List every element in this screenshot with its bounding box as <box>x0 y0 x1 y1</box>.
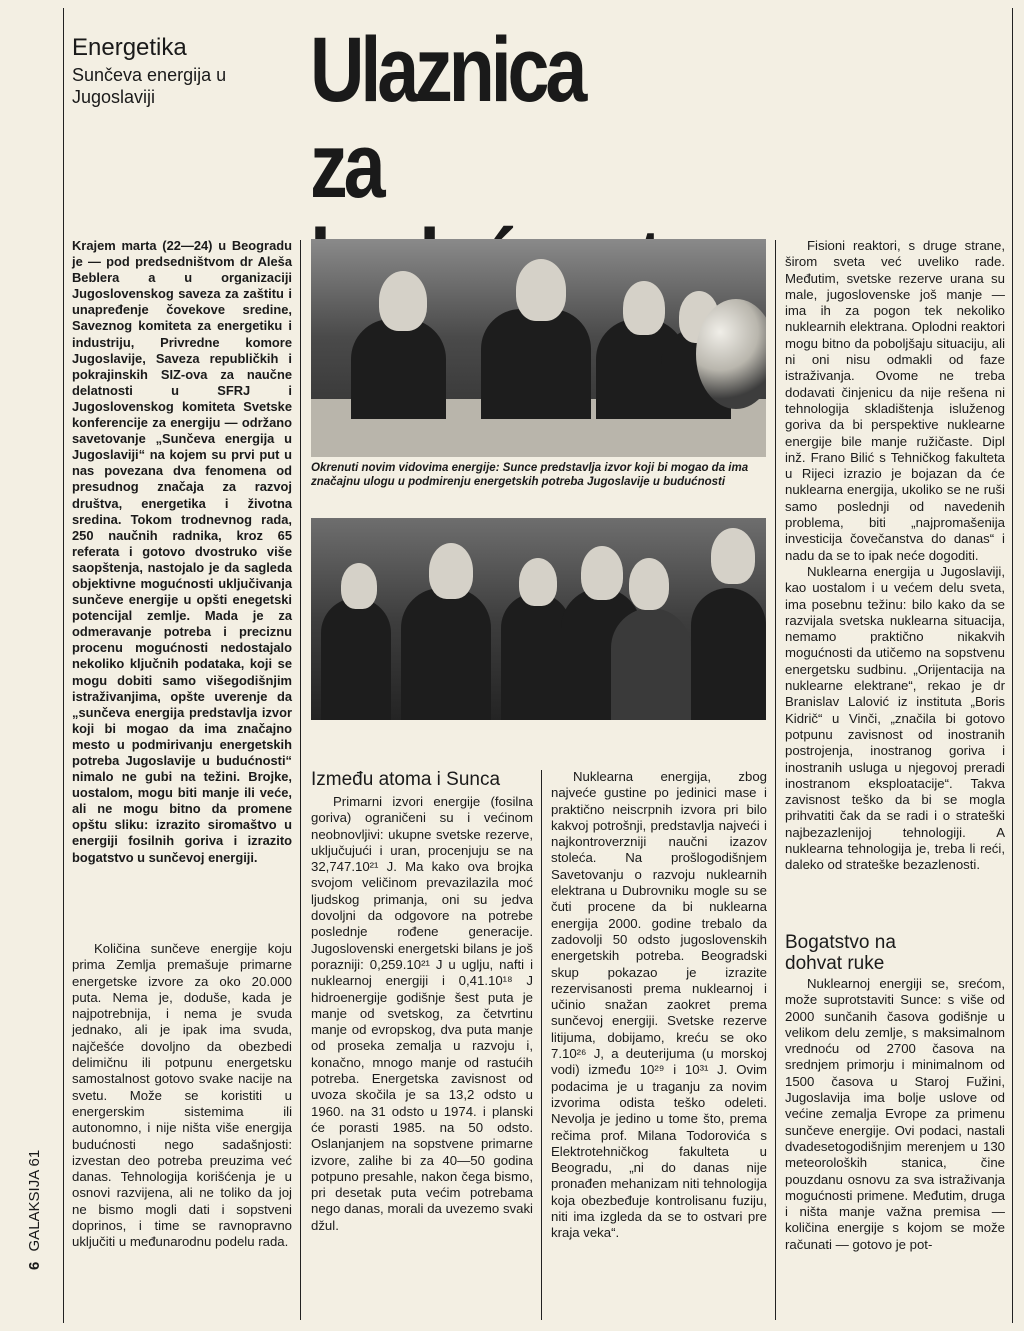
subhead-wealth-at-hand: Bogatstvo na dohvat ruke <box>785 932 896 974</box>
conference-panel-photo <box>311 239 766 457</box>
column-rule-3 <box>775 240 776 1320</box>
section-name: Energetika <box>72 34 187 61</box>
column-rule-1 <box>300 240 301 1320</box>
lead-paragraph: Krajem marta (22—24) u Beogradu je — pod predsedništvom dr Aleša Beblera a u organizaciji Jugoslovenskog saveza za zaštitu i unapređenje čovekove sredine, Saveznog komiteta za energetiku i industriju, Privredne komore Jugoslavije, Saveza republičkih i pokrajinskih SIZ-ova za naučne delatnosti u SFRJ i Jugoslovenskog komiteta Svetske konferencije za energiju — održano savetovanje „Sunčeva energija u Jugoslaviji“ na kojem su prvi put u nas povezana dva fenomena od presudnog značaja za razvoj društva, energetika i životna sredina. Tokom trodnevnog rada, 250 naučnih radnika, kroz 65 referata i gotovo dvostruko više saopštenja, nastojalo je da sagleda objektivne mogućnosti uključivanja sunčeve energije u opšti enegetski potencijal zemlje. Mada je za odmeravanje potreba i preciznu procenu mogućnosti nedostajalo nekoliko ključnih podataka, koji se mogu dobiti samo višegodišnjim istraživanjima, opšte uverenje da „sunčeva energija predstavlja izvor koji bi mogao da ima značajno mesto u podmirivanju energetskih potreba Jugoslavije u budućnosti“ nimalo ne gubi na težini. Brojke, uostalom, mogu biti manje ili veće, ali ne mogu bitno da promene opštu sliku: izrazito siromaštvo u energiji fosilnih goriva i izrazito bogatstvo u sunčevoj energiji. <box>72 238 292 865</box>
section-subtitle: Sunčeva energija u Jugoslaviji <box>72 65 227 107</box>
page-number: 6 <box>26 1261 43 1270</box>
column-2-body: Primarni izvori energije (fosilna goriva) ograničeni su i većinom neobnovljivi: ukupne svetske rezerve, uključujući i uran, procenjuju se na 32,747.10²¹ J. Ma kako ova brojka svojom veličinom prevazilazila moć ljudskog primanja, oni su jedva dovoljni da odgovore na potrebe poslednje rođene generacije. Jugoslovenski energetski bilans je još porazniji: 0,259.10²¹ J u uglju, nafti i nuklearnoj energiji i 0,41.10¹⁸ J hidroenergije godišnje šest puta je manje od svetskog, za četvrtinu manje od evropskog, dva puta manje od proseka zemalja u razvoju i, konačno, mnogo manje od rastućih potreba. Energetska zavisnost od uvoza skočila je sa 13,2 odsto u 1960. na 31 odsto u 1974. i planski će porasti 1985. na 50 odsto. Oslanjanjem na sopstvene primarne izvore, zalihe bi za 40—50 godina potpuno presahle, nakon čega bismo, pri desetak puta većim potrebama nego danas, morali da uvezemo svaki džul. <box>311 794 533 1233</box>
conference-audience-photo <box>311 518 766 720</box>
photo-caption: Okrenuti novim vidovima energije: Sunce predstavlja izvor koji bi mogao da ima značajnu ulogu u podmirenju energetskih potreba Jugoslavije u budućnosti <box>311 462 749 488</box>
right-margin-rule <box>1012 8 1013 1323</box>
column-3-body: Nuklearna energija, zbog najveće gustine po jedinici mase i praktično neiscrpnih izvora pri bilo kakvoj potrošnji, predstavlja najveći i najkontroverzniji naučni izazov stoleća. Na prošlogodišnjem Savetovanju o razvoju nuklearnih elektrana u Dubrovniku mogle su se čuti procene da bi nuklearna energija 2000. godine trebalo da zadovolji 50 odsto jugoslovenskih energetskih potreba. Beogradski skup pokazao je izrazite rezervisanosti prema nuklearnoj i učinio snažan zaokret prema sunčevoj energiji. Svetske rezerve litijuma, dobijamo, kreću se oko 7.10²⁶ J, a deuterijuma (u morskoj vodi) između 10²⁹ i 10³¹ J. Ovim podacima je u traganju za novim izvorima odista teško odeleti. Nevolja je jedino u tome što, prema rečima prof. Milana Todorovića s Elektrotehničkog fakulteta u Beogradu, „ni do danas nije pronađen mehanizam niti tehnologija koja obezbeđuje kontrolisanu fuziju, niti ima izgleda da se to ostvari pre kraja veka“. <box>551 769 767 1241</box>
headline-line-1: Ulaznica <box>310 19 584 121</box>
column-rule-2 <box>541 770 542 1320</box>
magazine-name: GALAKSIJA 61 <box>26 1149 43 1252</box>
left-margin-rule <box>63 8 64 1323</box>
page-folio <box>26 1149 43 1270</box>
column-1-body: Količina sunčeve energije koju prima Zemlja premašuje primarne energetske izvore za oko 20.000 puta. Nema je, doduše, kada je najpotrebnija, i nema je svuda jednako, ali je ipak ima svuda, najčešće dovoljno da obezbedi delimičnu ili potpunu energetsku samostalnost gotovo svake nacije na svetu. Može se koristiti u energerskim sistemima ili autonomno, i nije ništa više energija budućnosti nego sadašnjosti: izvestan deo potreba preuzima već danas. Tehnologija korišćenja je u osnovi razvijena, ali ne toliko da joj ne bismo mogli dati i sopstveni doprinos, i time se ravnopravno uključiti u međunarodnu podelu rada. <box>72 941 292 1250</box>
headline-line-2: za <box>310 115 382 217</box>
column-4-body-continued: Nuklearnoj energiji se, srećom, može suprotstaviti Sunce: s više od 2000 sunčanih časova godišnje u velikom delu zemlje, s maksimalnom vrednoću od 2700 časova na srednjem primorju i minimalnom od 1500 časova u Staroj Fužini, Jugoslavija ima bolje uslove od većine zemalja Evrope za primenu sunčeve energije. Ovi podaci, nastali dvadesetogodišnjim merenjem u 130 meteoroloških stanica, čine pouzdanu osnovu za sva istraživanja mogućnosti primene. Međutim, druga i ništa manje važna premisa — količina energije s kojom se može računati — gotovo je pot- <box>785 976 1005 1252</box>
column-4-body: Fisioni reaktori, s druge strane, širom sveta već uveliko rade. Međutim, svetske rezerve urana su male, jugoslovenske još manje — ima ih za pogon tek nekoliko nuklearnih elektrana. Oplodni reaktori mogu bitno da poboljšaju situaciju, ali ni oni nisu odmakli od faze istraživanja. Ovome ne treba dodavati činjenicu da nije rešena ni tehnologija skladištenja isluženog goriva da bi perspektive nuklearne energije bile manje ružičaste. Dipl inž. Frano Bilić s Tehničkog fakulteta u Rijeci izrazio je bojazan da će nuklearna energija, ukoliko se ne ruši samo poslednji od navedenih problema, biti „najpromašenija investicija čovečanstva do danas“ i nadu da se to ipak neće dogoditi. Nuklearna energija u Jugoslaviji, kao uostalom i u većem delu sveta, ima posebnu težinu: bilo kako da se razvijala svetska nuklearna situacija, nemamo praktično nikakvih mogućnosti da utičemo na sopstvenu energetsku sudbinu. „Orijentacija na nuklearne elektrane“, rekao je dr Branislav Lalović iz instituta „Boris Kidrič“ u Vinči, „značila bi gotovo potpunu zavisnost od inostranih postrojenja, inostranog goriva i inostranih usluga u njegovoj preradi inostranom eksploatacije“. Takva zavisnost teško da bi se mogla prihvatiti čak da se radi i o strateški najbezazlenijoj tehnologiji. A nuklearna tehnologija je, treba li reći, daleko od strateške bezazlenosti. <box>785 238 1005 873</box>
subhead-between-atom-and-sun: Između atoma i Sunca <box>311 769 501 790</box>
